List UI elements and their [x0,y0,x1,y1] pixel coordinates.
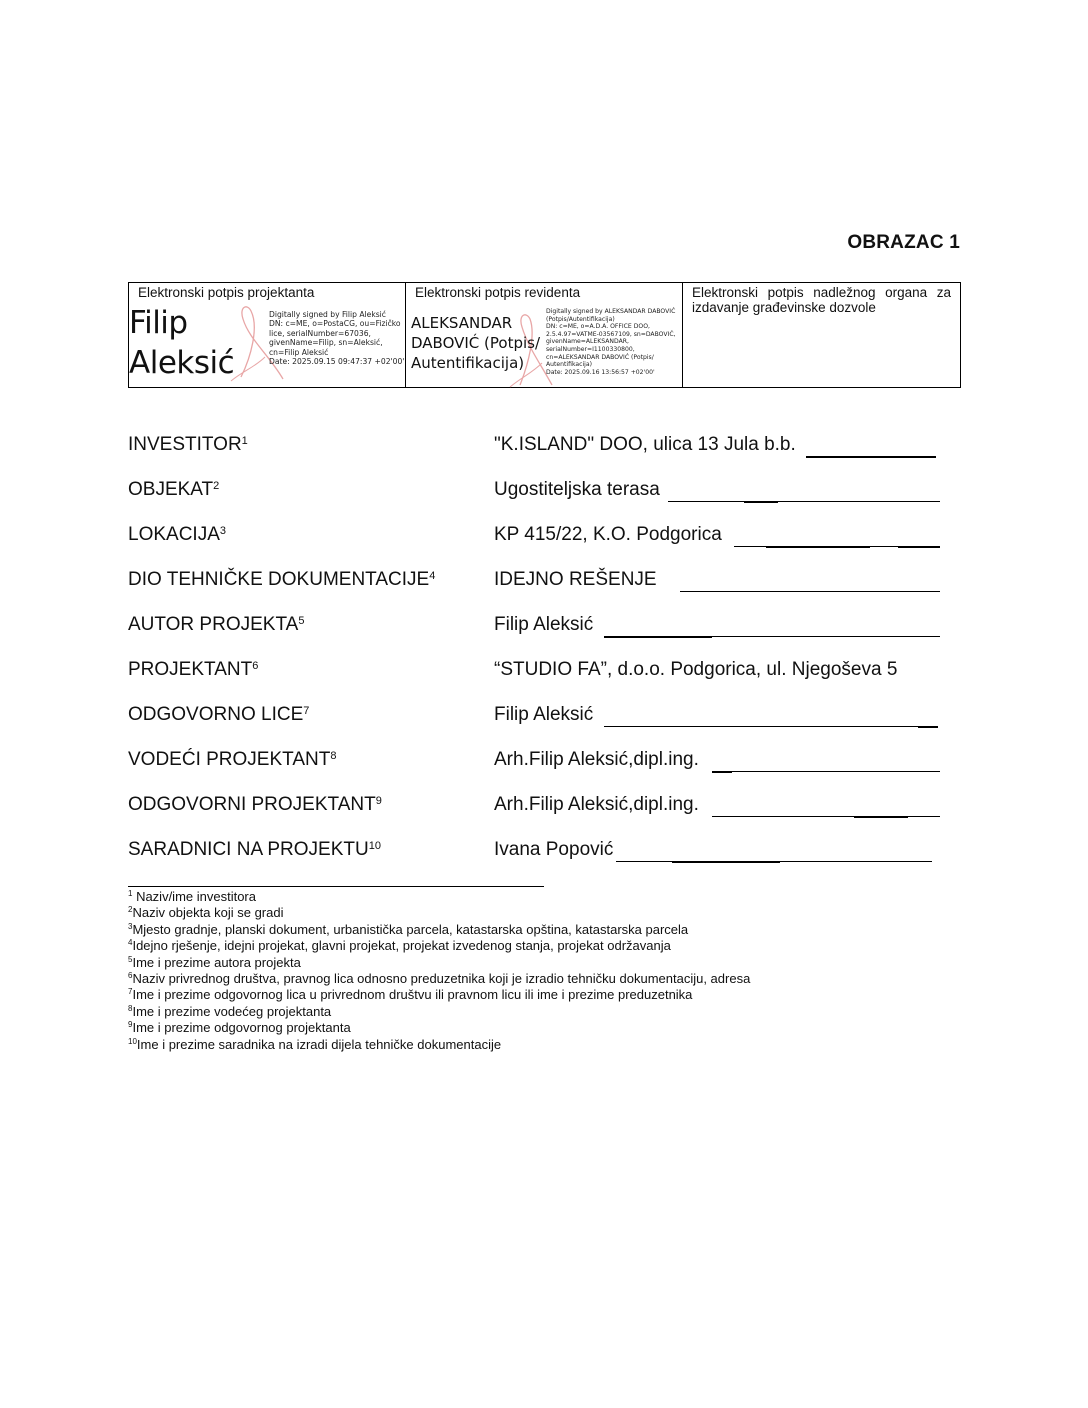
field-label: AUTOR PROJEKTA$^5$ [128,614,305,635]
fill-line [854,816,908,818]
field-value[interactable]: Ivana Popović [494,839,614,860]
fill-line [672,861,780,863]
fill-line [604,726,938,727]
field-row-saradnici-na-projektu [128,839,960,869]
field-value[interactable]: KP 415/22, K.O. Podgorica [494,524,722,545]
reviewer-signature-cell [406,283,683,388]
reviewer-signature-name: ALEKSANDAR DABOVIĆ (Potpis/ Autentifikacija) [411,314,541,372]
field-label: SARADNICI NA PROJEKTU$^{10}$ [128,839,381,860]
field-row-investitor [128,434,960,464]
designer-signature-details: Digitally signed by Filip Aleksić DN: c=ME, o=PostaCG, ou=Fizičko lice, serialNumber=67036, givenName=Filip, sn=Aleksić, cn=Filip Aleksić Date: 2025.09.15 09:47:37 +02'00' [269,310,405,367]
footnote: $^9$Ime i prezime odgovornog projektanta [128,1020,351,1036]
reviewer-signature-details: Digitally signed by ALEKSANDAR DABOVIĆ (Potpis/Autentifikacija) DN: c=ME, o=A.D.A. OFFICE DOO, 2.5.4.97=VATME-03567109, sn=DABOVIĆ, givenName=ALEKSANDAR, serialNumber=I1100330800, cn=ALEKSANDAR DABOVIĆ (Potpis/ Autentifikacija) Date: 2025.09.16 13:56:57 +02'00' [546,308,676,376]
fill-line [766,546,870,548]
field-value[interactable]: Ugostiteljska terasa [494,479,660,500]
field-value[interactable]: “STUDIO FA”, d.o.o. Podgorica, ul. Njegoševa 5 [494,659,898,680]
designer-signature-cell [129,283,406,388]
footnote-separator [128,886,544,887]
field-value[interactable]: Filip Aleksić [494,704,594,725]
footnote: $^5$Ime i prezime autora projekta [128,954,301,970]
field-label: VODEĆI PROJEKTANT$^8$ [128,749,337,770]
field-value[interactable]: "K.ISLAND" DOO, ulica 13 Jula b.b. [494,434,796,455]
footnote: $^1$ Naziv/ime investitora [128,889,256,904]
fill-line [712,771,732,773]
field-row-vodeci-projektant [128,749,960,779]
authority-signature-header: Elektronski potpis nadležnog organa za izdavanje građevinske dozvole [692,285,951,315]
field-row-autor-projekta [128,614,960,644]
field-row-dio-tehnicke-dokumentacije [128,569,960,599]
footnote: $^6$Naziv privrednog društva, pravnog lica odnosno preduzetnika koji je izradio tehničku dokumentaciju, adresa [128,971,751,987]
signature-table [128,282,961,388]
field-value[interactable]: Arh.Filip Aleksić,dipl.ing. [494,794,699,815]
field-label: ODGOVORNI PROJEKTANT$^9$ [128,794,382,815]
footnote: $^{10}$Ime i prezime saradnika na izradi dijela tehničke dokumentacije [128,1036,502,1052]
designer-signature-name: Filip Aleksić [129,305,235,381]
form-title: OBRAZAC 1 [847,232,960,253]
designer-signature-header: Elektronski potpis projektanta [138,285,315,300]
footnote: $^3$Mjesto gradnje, planski dokument, urbanistička parcela, katastarska opština, katastarska parcela [128,921,689,937]
fill-line [918,726,938,728]
reviewer-signature-header: Elektronski potpis revidenta [415,285,581,300]
footnotes [128,889,750,1053]
field-row-objekat [128,479,960,509]
field-label: PROJEKTANT$^6$ [128,659,259,680]
field-label: LOKACIJA$^3$ [128,524,226,545]
fill-line [604,636,712,638]
reviewer-digital-signature[interactable] [406,303,682,385]
field-row-lokacija [128,524,960,554]
field-value[interactable]: IDEJNO REŠENJE [494,569,657,590]
footnote: $^4$Idejno rješenje, idejni projekat, glavni projekat, projekat izvedenog stanja, projekat održavanja [128,938,671,954]
footnote: $^8$Ime i prezime vodećeg projektanta [128,1003,332,1019]
field-value[interactable]: Filip Aleksić [494,614,594,635]
footnote: $^7$Ime i prezime odgovornog lica u privrednom društvu ili pravnom licu ili ime i prezime preduzetnika [128,987,693,1003]
fill-line [744,501,778,503]
fill-line [712,771,940,772]
field-value[interactable]: Arh.Filip Aleksić,dipl.ing. [494,749,699,770]
field-label: DIO TEHNIČKE DOKUMENTACIJE$^4$ [128,569,436,590]
field-label: OBJEKAT$^2$ [128,479,220,500]
fill-line [680,591,940,592]
field-label: ODGOVORNO LICE$^7$ [128,704,310,725]
footnote: $^2$Naziv objekta koji se gradi [128,905,284,921]
authority-signature-cell[interactable] [683,283,961,388]
fill-line [806,456,936,458]
field-row-odgovorno-lice [128,704,960,734]
fill-line [898,546,940,548]
designer-digital-signature[interactable] [129,303,405,385]
field-row-projektant [128,659,960,689]
fill-line [668,501,940,502]
field-row-odgovorni-projektant [128,794,960,824]
field-label: INVESTITOR$^1$ [128,434,248,455]
